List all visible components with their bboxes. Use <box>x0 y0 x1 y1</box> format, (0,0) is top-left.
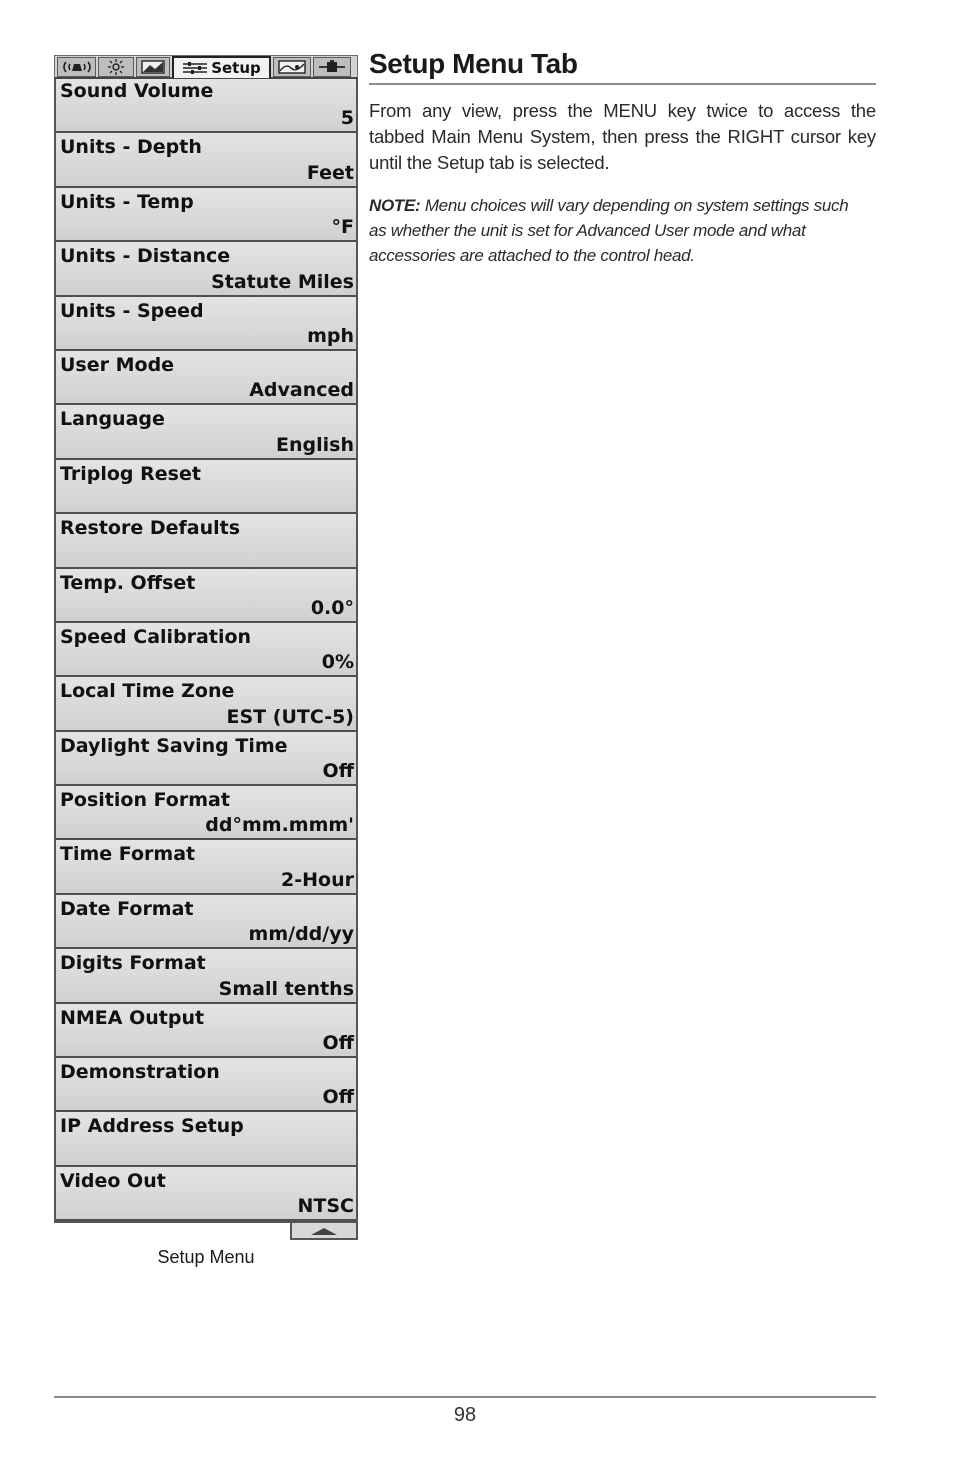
page-number: 98 <box>453 1404 477 1426</box>
menu-item-value: dd°mm.mmm' <box>205 814 354 837</box>
note-text: Menu choices will vary depending on system settings such as whether the unit is set for Advanced User mode and what accessories are attached to the control head. <box>369 196 849 265</box>
instruction-paragraph: From any view, press the MENU key twice to access the tabbed Main Menu System, then press the RIGHT cursor key until the Setup tab is selected. <box>369 100 876 173</box>
light-tab-icon <box>106 59 126 75</box>
menu-item-label: Position Format <box>60 789 230 812</box>
menu-item-units-depth[interactable] <box>56 133 356 187</box>
menu-item-label: Date Format <box>60 897 194 920</box>
setup-tab-label: Setup <box>211 59 261 77</box>
menu-item-value: Advanced <box>249 379 354 402</box>
menu-item-label: Daylight Saving Time <box>60 734 288 757</box>
setup-menu-screenshot <box>54 55 358 1240</box>
menu-item-restore-defaults[interactable] <box>56 514 356 568</box>
menu-item-label: Triplog Reset <box>60 462 201 485</box>
menu-item-digits-format[interactable] <box>56 949 356 1003</box>
menu-item-date-format[interactable] <box>56 895 356 949</box>
menu-item-language[interactable] <box>56 405 356 459</box>
menu-item-units-speed[interactable] <box>56 297 356 351</box>
menu-item-value: Statute Miles <box>211 270 354 293</box>
tab-setup[interactable] <box>172 56 271 78</box>
page-title: Setup Menu Tab <box>369 48 876 85</box>
scroll-up-button[interactable] <box>290 1223 358 1240</box>
menu-item-time-format[interactable] <box>56 840 356 894</box>
menu-item-speed-calibration[interactable] <box>56 623 356 677</box>
menu-item-label: Local Time Zone <box>60 680 235 703</box>
menu-item-value: 2-Hour <box>281 868 354 891</box>
chart-tab-icon <box>140 59 166 75</box>
setup-menu-list <box>54 79 358 1223</box>
accessories-tab[interactable] <box>313 57 351 77</box>
note-paragraph <box>369 193 869 268</box>
menu-item-label: Sound Volume <box>60 80 214 102</box>
menu-tab-bar <box>54 55 358 79</box>
menu-item-label: Digits Format <box>60 952 206 975</box>
light-tab[interactable] <box>98 57 134 77</box>
menu-item-value: Off <box>322 1032 354 1055</box>
menu-item-local-time-zone[interactable] <box>56 677 356 731</box>
menu-item-video-out[interactable] <box>56 1167 356 1221</box>
menu-item-value: 5 <box>340 107 354 130</box>
menu-item-label: User Mode <box>60 353 175 376</box>
menu-item-label: Demonstration <box>60 1061 220 1084</box>
navigation-tab[interactable] <box>273 57 311 77</box>
menu-item-user-mode[interactable] <box>56 351 356 405</box>
menu-item-label: Video Out <box>60 1169 166 1192</box>
sonar-tab-icon <box>60 59 94 75</box>
menu-item-label: Units - Temp <box>60 190 194 213</box>
menu-item-label: Restore Defaults <box>60 517 241 540</box>
menu-item-value: mm/dd/yy <box>248 923 354 946</box>
footer-divider <box>54 1396 876 1398</box>
setup-tab-icon <box>182 60 208 76</box>
menu-item-value: Feet <box>306 161 354 184</box>
menu-item-value: 0% <box>321 651 354 674</box>
sonar-tab[interactable] <box>57 57 96 77</box>
menu-item-value: EST (UTC-5) <box>226 705 354 728</box>
menu-item-sound-volume[interactable] <box>56 79 356 133</box>
menu-item-label: Time Format <box>60 843 196 866</box>
menu-item-label: Speed Calibration <box>60 625 252 648</box>
menu-item-daylight-saving-time[interactable] <box>56 732 356 786</box>
menu-item-label: NMEA Output <box>60 1006 205 1029</box>
menu-item-label: Units - Speed <box>60 299 204 322</box>
menu-item-label: IP Address Setup <box>60 1115 244 1138</box>
menu-item-label: Units - Distance <box>60 245 231 268</box>
menu-item-triplog-reset[interactable] <box>56 460 356 514</box>
menu-item-value: 0.0° <box>310 596 354 619</box>
menu-item-value: NTSC <box>297 1195 354 1218</box>
menu-item-label: Units - Depth <box>60 136 202 159</box>
figure-caption: Setup Menu <box>157 1247 255 1267</box>
menu-item-value: Small tenths <box>218 977 354 1000</box>
menu-item-position-format[interactable] <box>56 786 356 840</box>
scroll-up-icon <box>309 1226 339 1236</box>
menu-item-value: Off <box>322 1086 354 1109</box>
menu-item-label: Temp. Offset <box>60 571 196 594</box>
menu-item-units-temp[interactable] <box>56 188 356 242</box>
menu-item-nmea-output[interactable] <box>56 1004 356 1058</box>
menu-item-value: °F <box>331 216 354 239</box>
menu-item-value: English <box>276 433 354 456</box>
menu-item-ip-address-setup[interactable] <box>56 1112 356 1166</box>
navigation-tab-icon <box>277 59 307 75</box>
chart-tab[interactable] <box>136 57 170 77</box>
menu-item-value: Off <box>322 760 354 783</box>
menu-item-label: Language <box>60 408 165 431</box>
menu-item-units-distance[interactable] <box>56 242 356 296</box>
menu-item-demonstration[interactable] <box>56 1058 356 1112</box>
menu-scroll-area <box>54 1223 358 1240</box>
note-label: NOTE: <box>369 196 421 215</box>
menu-item-value: mph <box>307 324 354 347</box>
accessories-tab-icon <box>317 59 347 75</box>
menu-item-temp-offset[interactable] <box>56 569 356 623</box>
